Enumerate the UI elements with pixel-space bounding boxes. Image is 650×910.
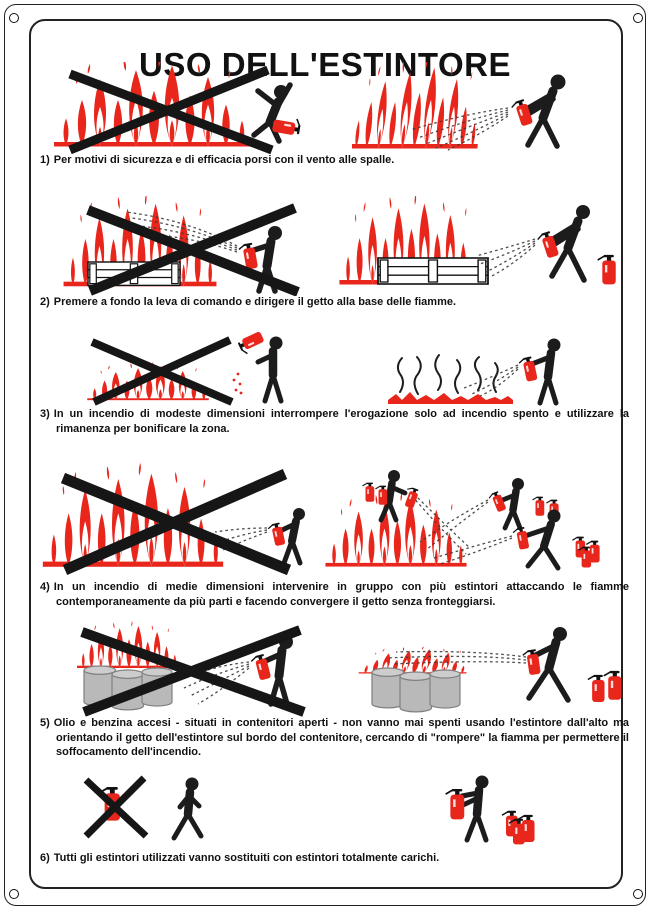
extinguisher-icon (518, 356, 537, 383)
instruction-6 (40, 851, 629, 866)
drums-icon (372, 668, 460, 712)
instruction-text: Per motivi di sicurezza e di efficacia porsi con il vento alle spalle. (53, 154, 395, 166)
prohibition-cross-icon (86, 778, 146, 836)
spare-extinguisher-icon (502, 811, 535, 845)
screw-hole-top-left (9, 13, 19, 23)
instruction-text: In un incendio di medie dimensioni intervenire in gruppo con più estintori attaccando le fiamme contemporaneamente da più parti e facendo convergere il getto senza fronteggiarsi. (53, 581, 629, 608)
instruction-number: 4) (40, 581, 50, 593)
person-with-extinguisher-icon (280, 508, 305, 563)
person-dumping-extinguisher-icon (258, 337, 283, 402)
instruction-text: In un incendio di modeste dimensioni interrompere l'erogazione solo ad incendio spento e utilizzare la rimanenza per bonificare la zona. (53, 408, 629, 435)
instruction-number: 6) (40, 852, 50, 864)
instruction-5 (40, 716, 629, 760)
person-with-extinguisher-icon (532, 339, 561, 404)
instruction-4 (40, 580, 629, 609)
extinguisher-icon (510, 99, 533, 128)
instruction-number: 5) (40, 717, 50, 729)
tilted-extinguisher-icon (237, 331, 266, 355)
spare-extinguisher-icon (588, 671, 622, 702)
person-with-extinguisher-icon (462, 776, 489, 841)
person-with-extinguisher-icon (550, 205, 590, 280)
extinguisher-icon (402, 486, 420, 509)
section-4-correct-illustration (322, 454, 629, 578)
extinguisher-icon (512, 527, 529, 551)
instruction-number: 3) (40, 408, 50, 420)
pallet-icon (378, 258, 488, 284)
section-1-wrong-illustration (50, 62, 322, 155)
screw-hole-bottom-right (633, 889, 643, 899)
screw-hole-top-right (633, 13, 643, 23)
spare-extinguisher-icon (572, 537, 599, 568)
person-with-extinguisher-icon (525, 75, 566, 147)
section-3-correct-illustration (380, 330, 594, 408)
section-6-wrong-illustration (80, 774, 287, 848)
screw-hole-bottom-left (9, 889, 19, 899)
instruction-2 (40, 295, 629, 310)
fire-icon (325, 492, 466, 566)
extinguisher-icon (267, 522, 285, 547)
spilled-agent-drops-icon (233, 373, 243, 395)
page-title: USO DELL'ESTINTORE (139, 46, 511, 84)
instruction-text: Premere a fondo la leva di comando e dirigere il getto alla base delle fiamme. (53, 296, 457, 308)
spray-jet-icon (464, 365, 518, 396)
embers-icon (388, 392, 513, 404)
spare-extinguisher-icon (598, 255, 616, 284)
section-4-wrong-illustration (33, 458, 327, 578)
fire-icon (352, 62, 487, 149)
instruction-3 (40, 407, 629, 436)
section-2-wrong-illustration (60, 196, 334, 296)
person-with-extinguisher-icon (525, 510, 561, 569)
instruction-number: 2) (40, 296, 50, 308)
walking-person-icon (174, 778, 201, 839)
instruction-text: Olio e benzina accesi - situati in contenitori aperti - non vanno mai spenti usando l'estintore dall'alto ma orientando il getto dell'estintore sul bordo del contenitore, cercando di "rompere" la fiamma per permettere il soffocamento dell'incendio. (53, 717, 629, 758)
section-5-correct-illustration (356, 616, 628, 718)
section-1-correct-illustration (352, 62, 618, 155)
prohibition-cross-icon (63, 474, 289, 570)
section-2-correct-illustration (338, 196, 628, 296)
extinguisher-icon (488, 491, 507, 514)
spare-extinguisher-icon (363, 483, 388, 505)
instruction-1 (40, 153, 629, 168)
section-6-correct-illustration (420, 774, 587, 848)
section-3-wrong-illustration (80, 330, 336, 408)
instruction-number: 1) (40, 154, 50, 166)
charged-extinguisher-icon (446, 789, 465, 819)
section-5-wrong-illustration (62, 616, 329, 718)
instruction-text: Tutti gli estintori utilizzati vanno sostituiti con estintori totalmente carichi. (53, 852, 440, 864)
